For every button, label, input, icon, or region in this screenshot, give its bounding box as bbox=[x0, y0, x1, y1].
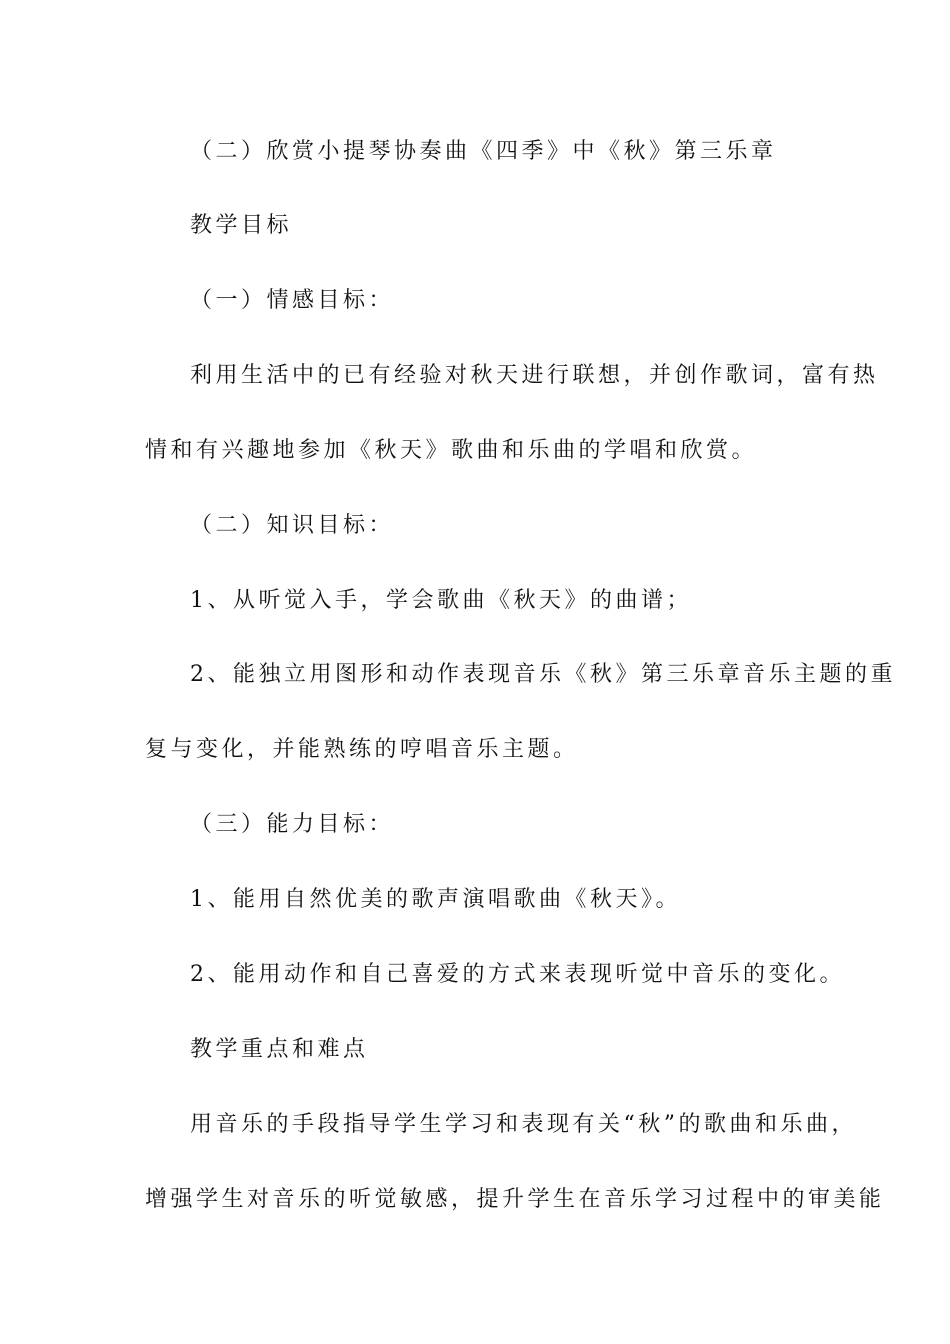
heading-teaching-goals: 教学目标 bbox=[190, 213, 293, 238]
subheading-ability-goal: （三）能力目标： bbox=[190, 812, 395, 837]
subheading-knowledge-goal: （二）知识目标： bbox=[190, 513, 395, 538]
heading-key-points: 教学重点和难点 bbox=[190, 1037, 369, 1062]
subheading-emotional-goal: （一）情感目标： bbox=[190, 288, 395, 313]
paragraph-line: 利用生活中的已有经验对秋天进行联想，并创作歌词，富有热 bbox=[190, 363, 879, 388]
list-item: 2、能独立用图形和动作表现音乐《秋》第三乐章音乐主题的重 bbox=[190, 662, 896, 687]
section-heading-appreciation: （二）欣赏小提琴协奏曲《四季》中《秋》第三乐章 bbox=[190, 139, 777, 164]
paragraph-line: 用音乐的手段指导学生学习和表现有关“秋”的歌曲和乐曲， bbox=[190, 1112, 857, 1137]
list-item: 1、从听觉入手，学会歌曲《秋天》的曲谱； bbox=[190, 588, 692, 613]
paragraph-line: 情和有兴趣地参加《秋天》歌曲和乐曲的学唱和欣赏。 bbox=[145, 438, 758, 463]
list-item: 2、能用动作和自己喜爱的方式来表现听觉中音乐的变化。 bbox=[190, 962, 845, 987]
list-item: 1、能用自然优美的歌声演唱歌曲《秋天》。 bbox=[190, 887, 681, 912]
paragraph-line: 增强学生对音乐的听觉敏感，提升学生在音乐学习过程中的审美能 bbox=[145, 1187, 885, 1212]
paragraph-line: 复与变化，并能熟练的哼唱音乐主题。 bbox=[145, 737, 579, 762]
